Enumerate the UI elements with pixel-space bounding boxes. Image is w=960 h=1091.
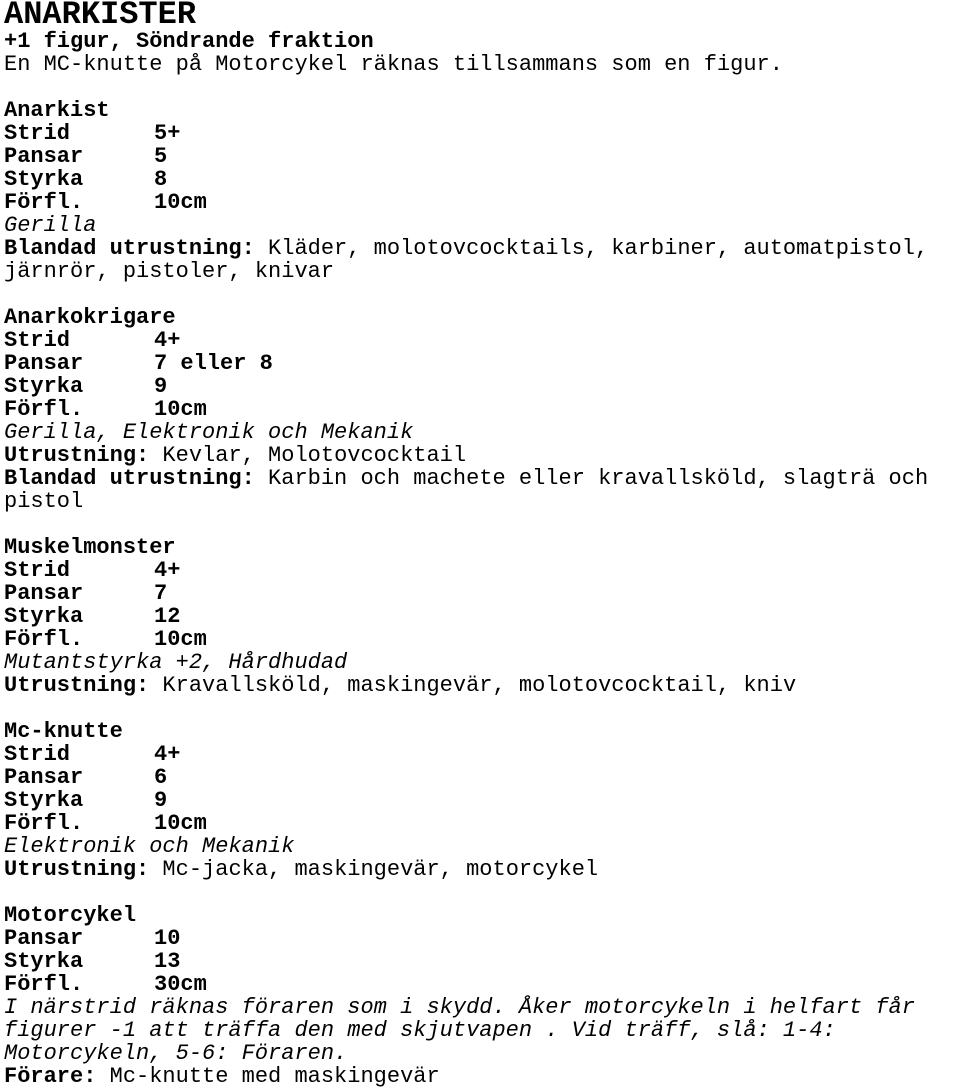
spacer xyxy=(4,283,956,306)
stat-label: Pansar xyxy=(4,765,84,790)
stat-row xyxy=(4,950,956,973)
equipment-label: Utrustning: xyxy=(4,857,150,882)
stat-value: 4+ xyxy=(154,742,181,767)
stat-row xyxy=(4,375,956,398)
stat-value: 4+ xyxy=(154,558,181,583)
stat-label: Styrka xyxy=(4,949,84,974)
stat-value: 30cm xyxy=(154,972,207,997)
unit-name: Anarkist xyxy=(4,98,110,123)
stat-value: 4+ xyxy=(154,328,181,353)
special-rules: Gerilla, Elektronik och Mekanik xyxy=(4,420,414,445)
stat-label: Styrka xyxy=(4,788,84,813)
stat-value: 5 xyxy=(154,144,168,169)
mixed-equipment-label: Blandad utrustning: xyxy=(4,466,255,491)
stat-label: Strid xyxy=(4,328,71,353)
mixed-equipment-line xyxy=(4,237,956,283)
stat-value: 6 xyxy=(154,765,168,790)
stat-value: 9 xyxy=(154,788,168,813)
spacer xyxy=(4,76,956,99)
stat-row xyxy=(4,145,956,168)
mixed-equipment-label: Blandad utrustning: xyxy=(4,236,255,261)
document xyxy=(4,0,956,1088)
stat-label: Förfl. xyxy=(4,627,84,652)
stat-row xyxy=(4,352,956,375)
spacer xyxy=(4,881,956,904)
stat-value: 9 xyxy=(154,374,168,399)
mixed-equipment-line xyxy=(4,467,956,513)
subtitle: +1 figur, Söndrande fraktion xyxy=(4,29,374,54)
unit-name: Motorcykel xyxy=(4,903,137,928)
equipment-text: Kevlar, Molotovcocktail xyxy=(149,443,467,468)
unit-block xyxy=(4,536,956,720)
stat-row xyxy=(4,973,956,996)
stat-row xyxy=(4,766,956,789)
special-rules: Mutantstyrka +2, Hårdhudad xyxy=(4,650,348,675)
unit-block xyxy=(4,904,956,1088)
special-rules: I närstrid räknas föraren som i skydd. Åker motorcykeln i helfart får figurer -1 att träffa den med skjutvapen . Vid träff, slå: 1-4: Motorcykeln, 5-6: Föraren. xyxy=(4,995,929,1066)
stat-label: Strid xyxy=(4,121,71,146)
stat-value: 7 eller 8 xyxy=(154,351,273,376)
unit-block xyxy=(4,306,956,536)
equipment-text: Mc-jacka, maskingevär, motorcykel xyxy=(149,857,599,882)
special-rules: Gerilla xyxy=(4,213,97,238)
stat-row xyxy=(4,122,956,145)
unit-list xyxy=(4,99,956,1088)
stat-row xyxy=(4,168,956,191)
stat-label: Strid xyxy=(4,558,71,583)
stat-row xyxy=(4,789,956,812)
stat-label: Förfl. xyxy=(4,397,84,422)
stat-label: Styrka xyxy=(4,374,84,399)
stat-row xyxy=(4,559,956,582)
stat-row xyxy=(4,191,956,214)
stat-label: Förfl. xyxy=(4,811,84,836)
stat-label: Pansar xyxy=(4,351,84,376)
stat-value: 13 xyxy=(154,949,181,974)
stat-label: Förfl. xyxy=(4,972,84,997)
driver-line xyxy=(4,1065,956,1088)
stat-row xyxy=(4,628,956,651)
mixed-equipment-text: Kläder, molotovcocktails, karbiner, automatpistol, järnrör, pistoler, knivar xyxy=(4,236,942,284)
mixed-equipment-text: Karbin och machete eller kravallsköld, slagträ och pistol xyxy=(4,466,942,514)
stat-label: Förfl. xyxy=(4,190,84,215)
stat-value: 8 xyxy=(154,167,168,192)
stat-value: 5+ xyxy=(154,121,181,146)
stat-row xyxy=(4,927,956,950)
equipment-line xyxy=(4,674,956,697)
equipment-label: Utrustning: xyxy=(4,673,150,698)
stat-value: 7 xyxy=(154,581,168,606)
stat-value: 10cm xyxy=(154,811,207,836)
stat-label: Strid xyxy=(4,742,71,767)
stat-value: 10cm xyxy=(154,190,207,215)
stat-row xyxy=(4,812,956,835)
spacer xyxy=(4,513,956,536)
stat-row xyxy=(4,743,956,766)
stat-label: Pansar xyxy=(4,144,84,169)
stat-value: 12 xyxy=(154,604,181,629)
spacer xyxy=(4,697,956,720)
equipment-label: Utrustning: xyxy=(4,443,150,468)
stat-value: 10 xyxy=(154,926,181,951)
equipment-text: Kravallsköld, maskingevär, molotovcocktail, kniv xyxy=(149,673,797,698)
equipment-line xyxy=(4,444,956,467)
unit-block xyxy=(4,99,956,306)
stat-label: Pansar xyxy=(4,926,84,951)
unit-block xyxy=(4,720,956,904)
unit-name: Mc-knutte xyxy=(4,719,123,744)
page-title: ANARKISTER xyxy=(4,0,197,33)
stat-value: 10cm xyxy=(154,397,207,422)
driver-label: Förare: xyxy=(4,1064,97,1089)
stat-row xyxy=(4,605,956,628)
unit-name: Muskelmonster xyxy=(4,535,176,560)
stat-row xyxy=(4,398,956,421)
stat-label: Pansar xyxy=(4,581,84,606)
stat-row xyxy=(4,329,956,352)
stat-label: Styrka xyxy=(4,604,84,629)
stat-value: 10cm xyxy=(154,627,207,652)
stat-row xyxy=(4,582,956,605)
unit-name: Anarkokrigare xyxy=(4,305,176,330)
intro-text: En MC-knutte på Motorcykel räknas tillsammans som en figur. xyxy=(4,52,783,77)
stat-label: Styrka xyxy=(4,167,84,192)
equipment-line xyxy=(4,858,956,881)
driver-text: Mc-knutte med maskingevär xyxy=(96,1064,440,1089)
special-rules: Elektronik och Mekanik xyxy=(4,834,295,859)
